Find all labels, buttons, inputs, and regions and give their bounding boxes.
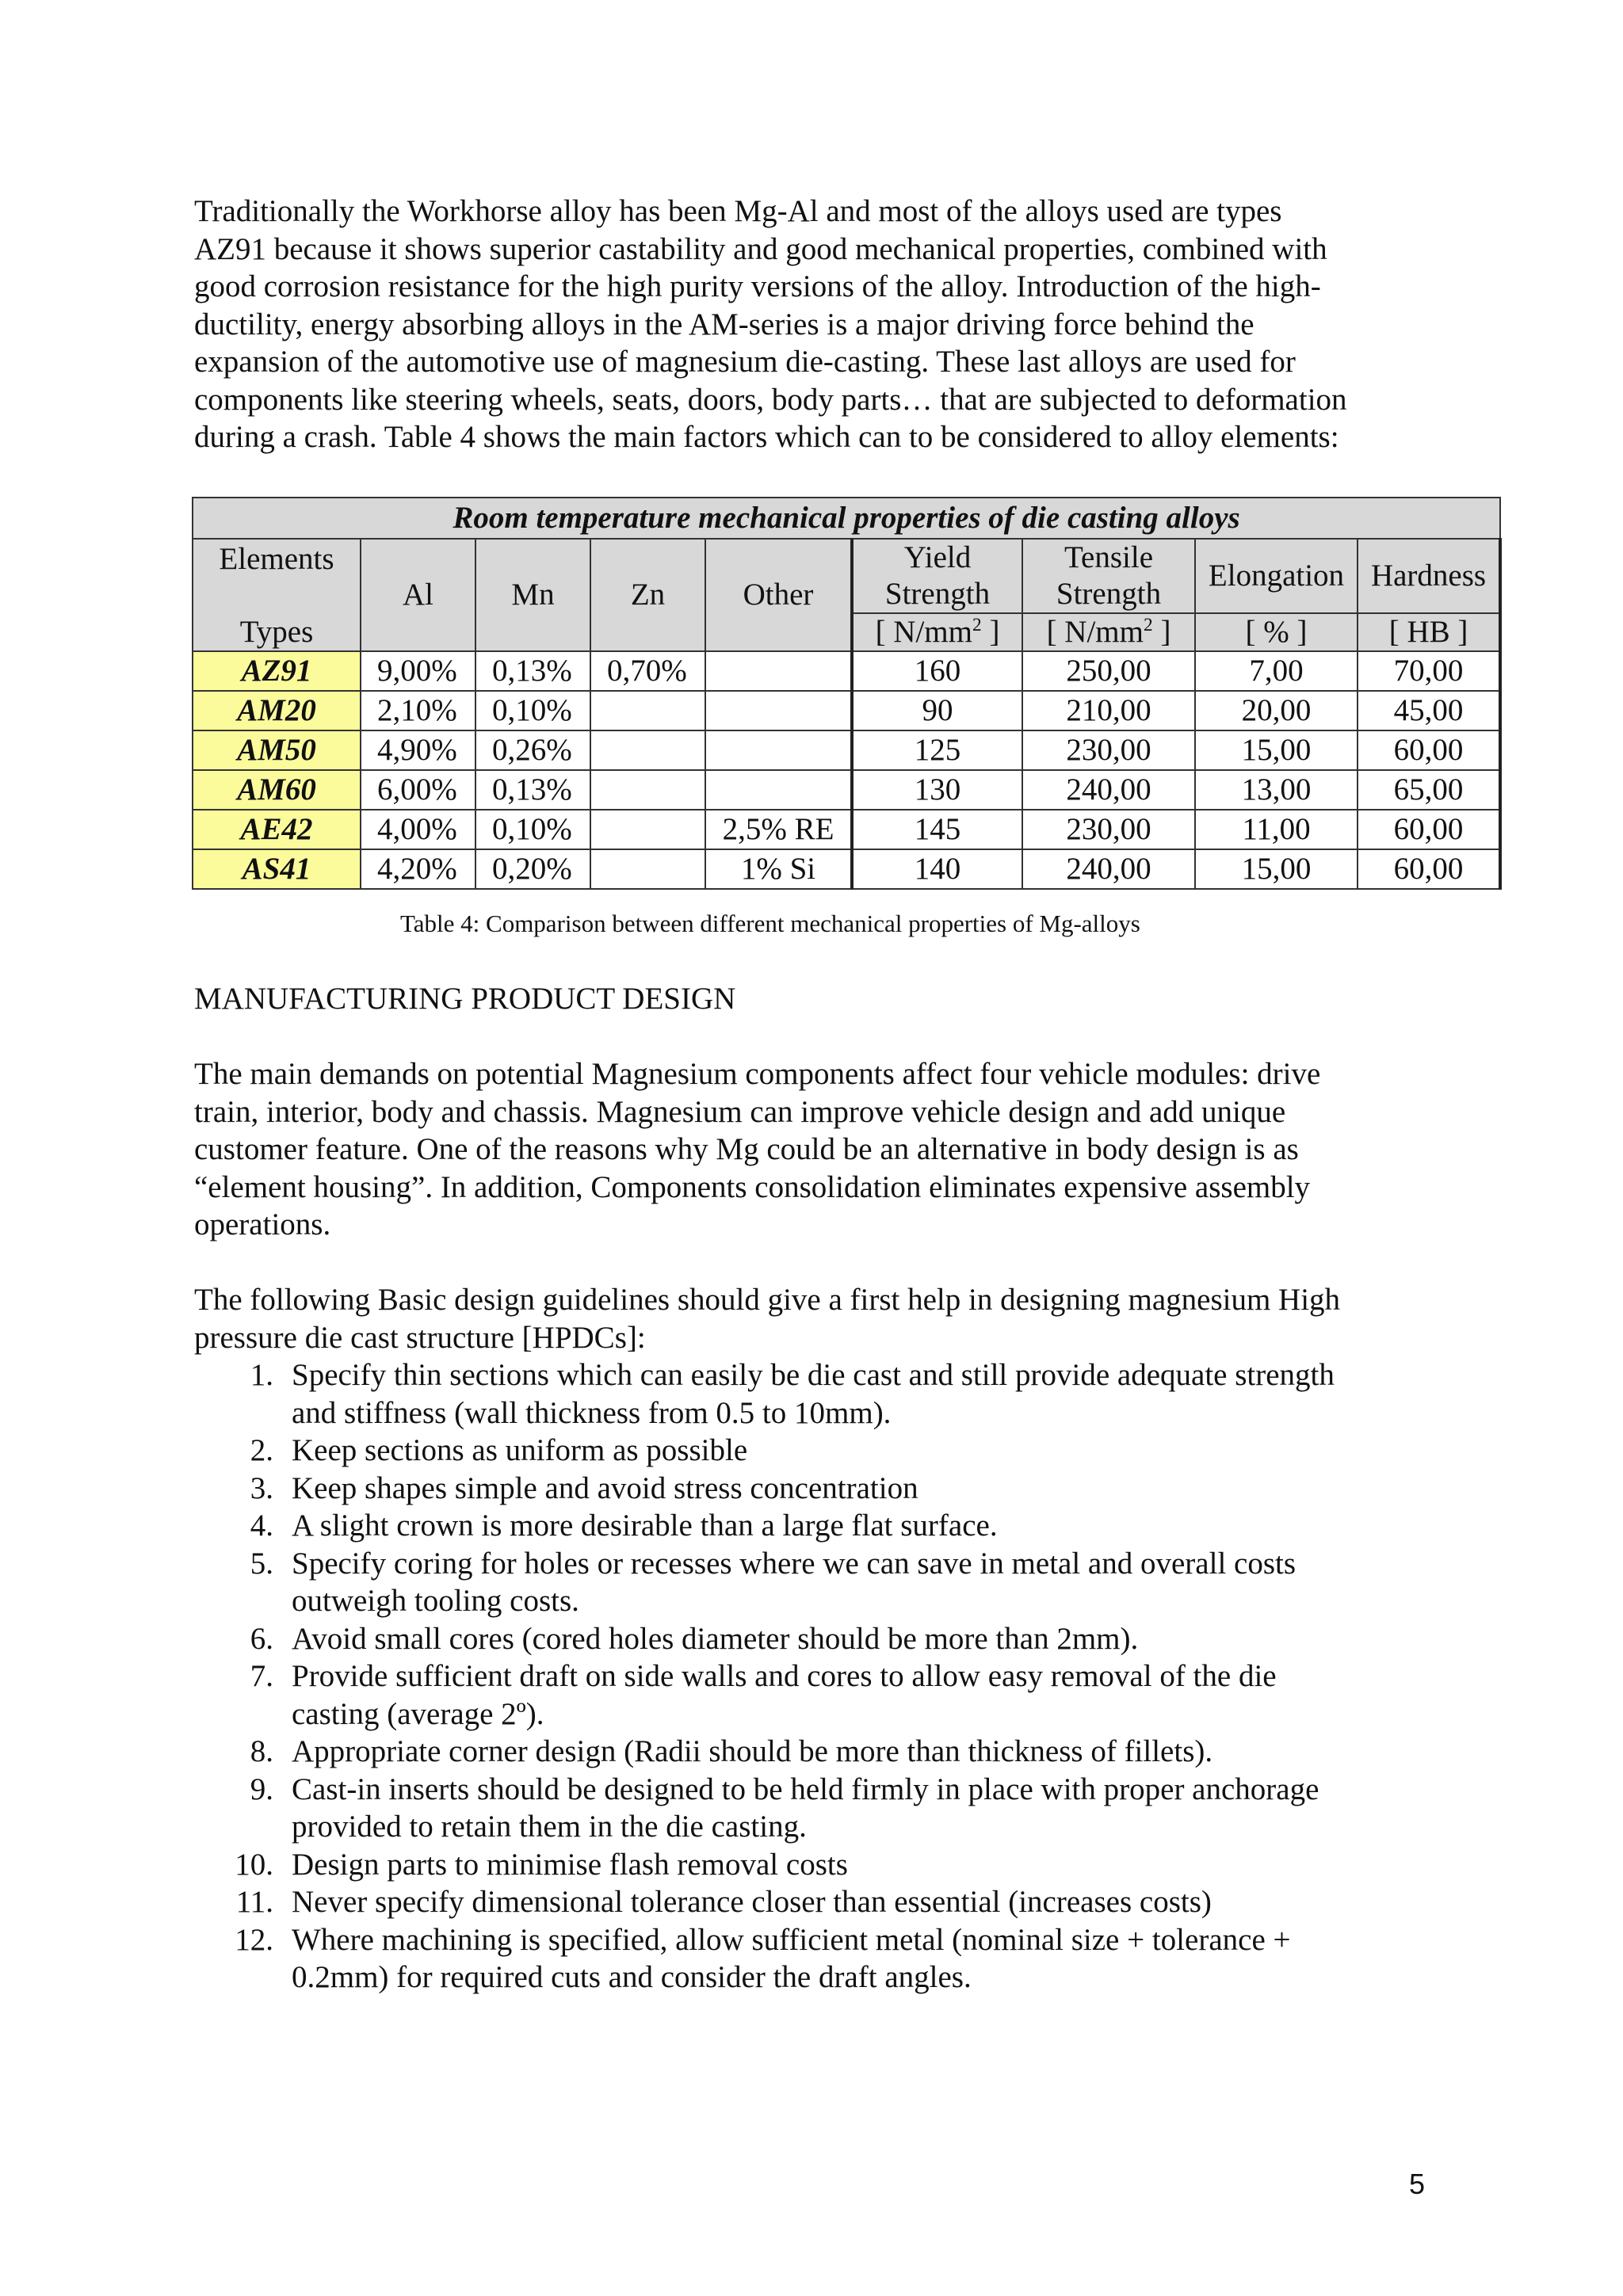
mn-cell: 0,10% <box>475 691 590 730</box>
mn-cell: 0,13% <box>475 651 590 691</box>
elongation-cell: 13,00 <box>1195 770 1358 810</box>
hardness-cell: 70,00 <box>1358 651 1500 691</box>
header-tensile-line1: Tensile <box>1064 540 1154 574</box>
other-cell: 2,5% RE <box>705 810 852 849</box>
tensile-cell: 240,00 <box>1022 770 1195 810</box>
al-cell: 4,00% <box>361 810 475 849</box>
zn-cell <box>590 770 705 810</box>
alloy-type-cell: AZ91 <box>193 651 361 691</box>
table-caption: Table 4: Comparison between different mechanical properties of Mg-alloys <box>400 910 1140 937</box>
hardness-cell: 60,00 <box>1358 810 1500 849</box>
yield-cell: 90 <box>852 691 1022 730</box>
corner-elements-label: Elements <box>219 542 334 576</box>
guidelines-intro <box>194 1281 1430 1356</box>
alloy-type-cell: AM60 <box>193 770 361 810</box>
table-row <box>193 691 1500 730</box>
alloy-type-cell: AM20 <box>193 691 361 730</box>
text-line: “element housing”. In addition, Components consolidation eliminates expensive assembly <box>194 1169 1311 1204</box>
header-tensile-line2: Strength <box>1056 577 1162 611</box>
list-item: 2. Keep sections as uniform as possible <box>250 1433 748 1467</box>
list-item: 7. Provide sufficient draft on side walls and cores to allow easy removal of the die casting (average 2º). <box>250 1659 1277 1731</box>
zn-cell <box>590 691 705 730</box>
unit-yield: [ $N/mm^2$ ] <box>852 613 1022 651</box>
list-item: 11. Never specify dimensional tolerance closer than essential (increases costs) <box>235 1885 1212 1919</box>
other-cell <box>705 730 852 770</box>
table-row <box>193 730 1500 770</box>
hardness-cell: 45,00 <box>1358 691 1500 730</box>
zn-cell: 0,70% <box>590 651 705 691</box>
design-paragraph <box>194 1055 1430 1244</box>
text-line: good corrosion resistance for the high purity versions of the alloy. Introduction of the high- <box>194 269 1321 303</box>
mn-cell: 0,26% <box>475 730 590 770</box>
unit-elongation: [ % ] <box>1195 613 1358 651</box>
mn-cell: 0,13% <box>475 770 590 810</box>
tensile-cell: 210,00 <box>1022 691 1195 730</box>
mn-cell: 0,20% <box>475 849 590 889</box>
text-line: ductility, energy absorbing alloys in the AM-series is a major driving force behind the <box>194 307 1254 341</box>
intro-paragraph <box>194 193 1430 456</box>
unit-hardness: [ HB ] <box>1358 613 1500 651</box>
elongation-cell: 7,00 <box>1195 651 1358 691</box>
yield-cell: 125 <box>852 730 1022 770</box>
header-yield <box>852 539 1022 613</box>
header-yield-line1: Yield <box>903 540 972 574</box>
hardness-cell: 60,00 <box>1358 849 1500 889</box>
text-line: AZ91 because it shows superior castability and good mechanical properties, combined with <box>194 231 1327 266</box>
header-yield-line2: Strength <box>884 577 991 611</box>
hardness-cell: 65,00 <box>1358 770 1500 810</box>
al-cell: 4,90% <box>361 730 475 770</box>
other-cell: 1% Si <box>705 849 852 889</box>
elongation-cell: 20,00 <box>1195 691 1358 730</box>
alloy-type-cell: AE42 <box>193 810 361 849</box>
list-item: 10. Design parts to minimise flash removal costs <box>235 1847 848 1882</box>
text-line: operations. <box>194 1207 331 1241</box>
text-line: customer feature. One of the reasons why Mg could be an alternative in body design is as <box>194 1132 1299 1166</box>
table-row <box>193 810 1500 849</box>
al-cell: 6,00% <box>361 770 475 810</box>
table-row <box>193 770 1500 810</box>
list-item: 3. Keep shapes simple and avoid stress concentration <box>250 1470 918 1505</box>
text-line: The main demands on potential Magnesium components affect four vehicle modules: drive <box>194 1057 1321 1091</box>
elongation-cell: 15,00 <box>1195 849 1358 889</box>
text-line: components like steering wheels, seats, doors, body parts… that are subjected to deformation <box>194 382 1347 417</box>
list-item: 6. Avoid small cores (cored holes diameter should be more than 2mm). <box>250 1621 1139 1656</box>
unit-tensile: [ $N/mm^2$ ] <box>1022 613 1195 651</box>
yield-cell: 160 <box>852 651 1022 691</box>
header-zn: Zn <box>590 539 705 651</box>
text-line: during a crash. Table 4 shows the main factors which can to be considered to alloy elements: <box>194 420 1339 454</box>
table-row <box>193 651 1500 691</box>
tensile-cell: 230,00 <box>1022 810 1195 849</box>
al-cell: 2,10% <box>361 691 475 730</box>
table-row <box>193 849 1500 889</box>
list-item: 8. Appropriate corner design (Radii should be more than thickness of fillets). <box>250 1734 1213 1768</box>
corner-header <box>193 539 361 651</box>
page-number: 5 <box>1409 2168 1426 2200</box>
text-line: train, interior, body and chassis. Magnesium can improve vehicle design and add unique <box>194 1094 1286 1129</box>
zn-cell <box>590 849 705 889</box>
header-other: Other <box>705 539 852 651</box>
header-elongation: Elongation <box>1195 539 1358 613</box>
al-cell: 9,00% <box>361 651 475 691</box>
zn-cell <box>590 730 705 770</box>
elongation-cell: 15,00 <box>1195 730 1358 770</box>
tensile-cell: 250,00 <box>1022 651 1195 691</box>
header-al: Al <box>361 539 475 651</box>
alloy-type-cell: AM50 <box>193 730 361 770</box>
text-line: The following Basic design guidelines should give a first help in designing magnesium High <box>194 1283 1341 1317</box>
section-heading: MANUFACTURING PRODUCT DESIGN <box>194 982 736 1016</box>
other-cell <box>705 691 852 730</box>
list-item: 12. Where machining is specified, allow sufficient metal (nominal size + tolerance + 0.2mm) for required cuts and consider the draft angles. <box>235 1922 1291 1994</box>
list-item: 9. Cast-in inserts should be designed to be held firmly in place with proper anchorage provided to retain them in the die casting. <box>250 1772 1319 1844</box>
table-title: Room temperature mechanical properties of die casting alloys <box>193 498 1500 539</box>
header-hardness: Hardness <box>1358 539 1500 613</box>
alloy-type-cell: AS41 <box>193 849 361 889</box>
elongation-cell: 11,00 <box>1195 810 1358 849</box>
al-cell: 4,20% <box>361 849 475 889</box>
other-cell <box>705 651 852 691</box>
yield-cell: 130 <box>852 770 1022 810</box>
text-line: pressure die cast structure [HPDCs]: <box>194 1320 646 1355</box>
guidelines-list <box>194 1356 1462 1997</box>
tensile-cell: 240,00 <box>1022 849 1195 889</box>
yield-cell: 140 <box>852 849 1022 889</box>
header-tensile <box>1022 539 1195 613</box>
zn-cell <box>590 810 705 849</box>
corner-types-label: Types <box>239 615 314 649</box>
yield-cell: 145 <box>852 810 1022 849</box>
alloy-properties-table <box>192 497 1499 890</box>
text-line: Traditionally the Workhorse alloy has been Mg-Al and most of the alloys used are types <box>194 194 1282 228</box>
mn-cell: 0,10% <box>475 810 590 849</box>
text-line: expansion of the automotive use of magnesium die-casting. These last alloys are used for <box>194 345 1296 379</box>
list-item: 5. Specify coring for holes or recesses where we can save in metal and overall costs outweigh tooling costs. <box>250 1546 1296 1618</box>
list-item: 4. A slight crown is more desirable than a large flat surface. <box>250 1508 998 1543</box>
tensile-cell: 230,00 <box>1022 730 1195 770</box>
list-item: 1. Specify thin sections which can easily be die cast and still provide adequate strength and stiffness (wall thickness from 0.5 to 10mm). <box>250 1358 1335 1430</box>
hardness-cell: 60,00 <box>1358 730 1500 770</box>
other-cell <box>705 770 852 810</box>
header-mn: Mn <box>475 539 590 651</box>
